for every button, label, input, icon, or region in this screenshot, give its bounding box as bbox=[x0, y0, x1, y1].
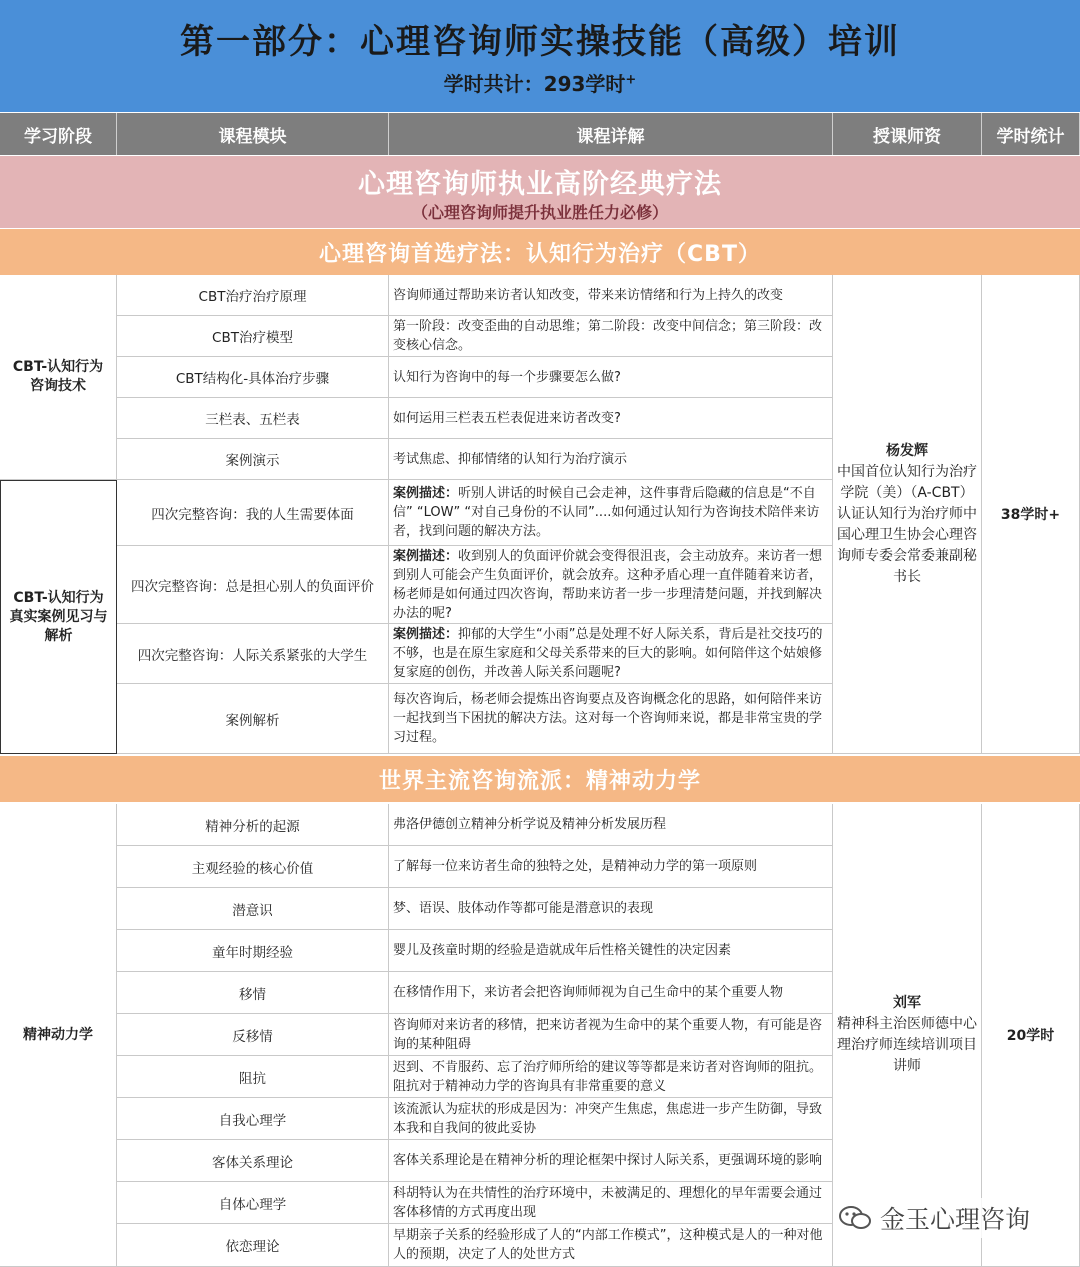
cbt-module-text: CBT治疗治疗原理 bbox=[198, 289, 307, 305]
cbt-detail-value: 咨询师通过帮助来访者认知改变，带来来访情绪和行为上持久的改变 bbox=[393, 287, 784, 303]
case-label: 案例描述： bbox=[393, 627, 459, 642]
cbt-module-text: CBT结构化-具体治疗步骤 bbox=[175, 371, 330, 387]
psy-module-text: 精神分析的起源 bbox=[205, 818, 300, 835]
cbt-module-cell bbox=[117, 398, 389, 439]
psy-teacher-name: 刘军 bbox=[893, 995, 921, 1011]
cbt-detail-value: 如何运用三栏表五栏表促进来访者改变? bbox=[393, 410, 621, 426]
psy-stage-label: 精神动力学 bbox=[23, 1026, 93, 1043]
psy-detail-cell bbox=[389, 846, 833, 888]
cbt-detail-value: 第一阶段：改变歪曲的自动思维；第二阶段：改变中间信念；第三阶段：改变核心信念。 bbox=[393, 319, 823, 353]
cbt-detail-text bbox=[393, 484, 828, 541]
psy-detail-value: 早期亲子关系的经验形成了人的“内部工作模式”，这种模式是人的一种对他人的预期，决定了人的处世方式 bbox=[393, 1228, 823, 1262]
psy-detail-value: 婴儿及孩童时期的经验是造就成年后性格关键性的决定因素 bbox=[393, 943, 732, 958]
psy-module-cell bbox=[117, 1098, 389, 1140]
cbt-hours-cell bbox=[982, 275, 1080, 754]
psy-module-text: 阻抗 bbox=[239, 1070, 266, 1087]
cbt-module-cell bbox=[117, 624, 389, 684]
section-main-title: 心理咨询师执业高阶经典疗法 bbox=[358, 169, 722, 200]
col-header-teacher: 授课师资 bbox=[833, 113, 982, 155]
psy-detail-cell bbox=[389, 1014, 833, 1056]
cbt-detail-text bbox=[393, 317, 828, 355]
cbt-module-text: 四次完整咨询：总是担心别人的负面评价 bbox=[131, 578, 374, 595]
psy-detail-cell bbox=[389, 972, 833, 1014]
psy-detail-text bbox=[393, 1058, 828, 1096]
psy-detail-value: 梦、语误、肢体动作等都可能是潜意识的表现 bbox=[393, 901, 654, 916]
psy-detail-text bbox=[393, 857, 757, 876]
psy-module-cell bbox=[117, 1224, 389, 1267]
psy-detail-value: 迟到、不肯服药、忘了治疗师所给的建议等等都是来访者对咨询师的阻抗。阻抗对于精神动力学的咨询具有非常重要的意义 bbox=[393, 1059, 823, 1094]
col-header-hours: 学时统计 bbox=[982, 113, 1080, 155]
cbt-module-cell bbox=[117, 480, 389, 546]
col-header-stage: 学习阶段 bbox=[0, 113, 117, 155]
cbt-module-cell bbox=[117, 316, 389, 357]
cbt-detail-text bbox=[393, 409, 621, 428]
cbt-detail-text bbox=[393, 690, 828, 747]
psy-detail-text bbox=[393, 1184, 828, 1222]
cbt-module-text: 三栏表、五栏表 bbox=[205, 412, 300, 428]
cbt-detail-text bbox=[393, 547, 828, 623]
psy-detail-text bbox=[393, 983, 783, 1002]
psy-detail-value: 了解每一位来访者生命的独特之处，是精神动力学的第一项原则 bbox=[393, 859, 758, 874]
case-label: 案例描述： bbox=[393, 548, 459, 564]
cbt-detail-text bbox=[393, 450, 627, 469]
psy-module-text: 童年时期经验 bbox=[212, 944, 293, 961]
total-hours-text: 学时共计：293学时 bbox=[443, 72, 626, 96]
cbt-detail-value: 每次咨询后，杨老师会提炼出咨询要点及咨询概念化的思路，如何陪伴来访一起找到当下困扰的解决方法。这对每一个咨询师来说，都是非常宝贵的学习过程。 bbox=[393, 692, 823, 745]
psy-module-text: 依恋理论 bbox=[225, 1239, 280, 1255]
cbt-detail-value: 认知行为咨询中的每一个步骤要怎么做? bbox=[393, 369, 621, 385]
cbt-module-cell bbox=[117, 275, 389, 316]
cbt-stage-label: CBT-认知行为 咨询技术 bbox=[12, 359, 104, 394]
cbt-module-cell bbox=[117, 546, 389, 624]
psy-module-cell bbox=[117, 888, 389, 930]
psy-detail-value: 该流派认为症状的形成是因为：冲突产生焦虑，焦虑进一步产生防御，导致本我和自我间的彼此妥协 bbox=[393, 1101, 823, 1136]
cbt-teacher-cell bbox=[833, 275, 982, 754]
psy-module-cell bbox=[117, 846, 389, 888]
psy-detail-cell bbox=[389, 1182, 833, 1224]
psy-detail-cell bbox=[389, 930, 833, 972]
psy-module-text: 潜意识 bbox=[232, 902, 273, 919]
psy-module-cell bbox=[117, 804, 389, 846]
cbt-detail-cell bbox=[389, 398, 833, 439]
psy-detail-cell bbox=[389, 1224, 833, 1267]
psy-module-cell bbox=[117, 1140, 389, 1182]
psy-module-cell bbox=[117, 1182, 389, 1224]
total-hours bbox=[0, 68, 1080, 97]
psy-detail-text bbox=[393, 1100, 828, 1138]
cbt-module-cell bbox=[117, 684, 389, 754]
cbt-module-text: 四次完整咨询：人际关系紧张的大学生 bbox=[137, 647, 368, 664]
cbt-detail-value: 收到别人的负面评价就会变得很沮丧，会主动放弃。来访者一想到别人可能会产生负面评价，就会放弃。这种矛盾心理一直伴随着来访者，杨老师是如何通过四次咨询，帮助来访者一步一步理清楚问题，并找到解决办法的呢? bbox=[393, 548, 823, 621]
cbt-detail-value: 听别人讲话的时候自己会走神，这件事背后隐藏的信息是“不自信” “LOW” “对自己身份的不认同”....如何通过认知行为咨询技术陪伴来访者，找到问题的解决方法。 bbox=[393, 486, 820, 539]
cbt-detail-value: 考试焦虑、抑郁情绪的认知行为治疗演示 bbox=[393, 451, 628, 467]
psy-teacher-desc: 精神科主治医师德中心理治疗师连续培训项目讲师 bbox=[837, 1016, 977, 1074]
cbt-detail-text bbox=[393, 625, 828, 682]
cbt-detail-text bbox=[393, 368, 621, 387]
page-header bbox=[0, 0, 1080, 112]
watermark-text: 金玉心理咨询 bbox=[880, 1205, 1031, 1234]
cbt-detail-text bbox=[393, 286, 783, 305]
psy-detail-value: 客体关系理论是在精神分析的理论框架中探讨人际关系，更强调环境的影响 bbox=[393, 1153, 823, 1168]
col-header-module: 课程模块 bbox=[117, 113, 389, 155]
psy-detail-cell bbox=[389, 1056, 833, 1098]
cbt-teacher-desc: 中国首位认知行为治疗学院（美）（A-CBT）认证认知行为治疗师中国心理卫生协会心理咨询师专委会常委兼副秘书长 bbox=[837, 463, 977, 585]
cbt-stage-cell bbox=[0, 480, 117, 754]
page-title: 第一部分：心理咨询师实操技能（高级）培训 bbox=[180, 22, 900, 62]
cbt-module-text: CBT治疗模型 bbox=[212, 330, 293, 346]
cbt-detail-cell bbox=[389, 357, 833, 398]
psy-module-cell bbox=[117, 930, 389, 972]
col-header-detail: 课程详解 bbox=[389, 113, 833, 155]
psy-detail-cell bbox=[389, 1098, 833, 1140]
cbt-module-text: 案例演示 bbox=[225, 453, 280, 469]
psy-detail-text bbox=[393, 1151, 822, 1170]
cbt-stage-cell bbox=[0, 275, 117, 480]
cbt-detail-cell bbox=[389, 624, 833, 684]
psy-detail-cell bbox=[389, 888, 833, 930]
section-main-banner bbox=[0, 156, 1080, 228]
cbt-band: 心理咨询首选疗法：认知行为治疗（CBT） bbox=[0, 229, 1080, 275]
psy-band: 世界主流咨询流派：精神动力学 bbox=[0, 756, 1080, 802]
psy-module-text: 自我心理学 bbox=[218, 1112, 287, 1129]
case-label: 案例描述： bbox=[393, 486, 459, 501]
cbt-detail-cell bbox=[389, 275, 833, 316]
psy-module-text: 反移情 bbox=[232, 1028, 273, 1045]
psy-module-text: 自体心理学 bbox=[218, 1196, 287, 1213]
psy-module-cell bbox=[117, 972, 389, 1014]
cbt-detail-value: 抑郁的大学生“小雨”总是处理不好人际关系，背后是社交技巧的不够，也是在原生家庭和父母关系带来的巨大的影响。如何陪伴这个姑娘修复家庭的创伤，并改善人际关系问题呢? bbox=[393, 627, 823, 680]
psy-detail-value: 科胡特认为在共情性的治疗环境中，未被满足的、理想化的早年需要会通过客体移情的方式再度出现 bbox=[393, 1185, 823, 1220]
cbt-module-cell bbox=[117, 439, 389, 480]
cbt-detail-cell bbox=[389, 546, 833, 624]
watermark bbox=[838, 1198, 1068, 1238]
psy-detail-cell bbox=[389, 1140, 833, 1182]
psy-detail-text bbox=[393, 1226, 828, 1264]
psy-detail-value: 在移情作用下，来访者会把咨询师师视为自己生命中的某个重要人物 bbox=[393, 985, 784, 1000]
wechat-icon bbox=[838, 1205, 872, 1231]
psy-module-cell bbox=[117, 1014, 389, 1056]
psy-module-text: 移情 bbox=[239, 986, 266, 1003]
psy-stage-cell bbox=[0, 804, 117, 1267]
cbt-module-text: 案例解析 bbox=[225, 712, 280, 729]
cbt-module-cell bbox=[117, 357, 389, 398]
cbt-teacher-name: 杨发辉 bbox=[886, 442, 928, 459]
cbt-detail-cell bbox=[389, 480, 833, 546]
psy-detail-text bbox=[393, 899, 653, 918]
psy-module-cell bbox=[117, 1056, 389, 1098]
psy-detail-cell bbox=[389, 804, 833, 846]
psy-detail-text bbox=[393, 1016, 828, 1054]
cbt-detail-cell bbox=[389, 316, 833, 357]
cbt-hours-value: 38学时+ bbox=[1000, 507, 1061, 523]
cbt-stage-label: CBT-认知行为 真实案例见习与解析 bbox=[9, 589, 108, 644]
cbt-detail-cell bbox=[389, 684, 833, 754]
section-main-subtitle: （心理咨询师提升执业胜任力必修） bbox=[411, 203, 668, 222]
cbt-module-text: 四次完整咨询：我的人生需要体面 bbox=[151, 506, 354, 523]
cbt-detail-cell bbox=[389, 439, 833, 480]
total-hours-plus: + bbox=[625, 72, 637, 88]
psy-detail-text bbox=[393, 941, 731, 960]
psy-detail-value: 弗洛伊德创立精神分析学说及精神分析发展历程 bbox=[393, 817, 667, 832]
psy-module-text: 主观经验的核心价值 bbox=[191, 860, 314, 877]
psy-detail-text bbox=[393, 815, 666, 834]
psy-hours-value: 20学时 bbox=[1006, 1028, 1055, 1044]
psy-detail-value: 咨询师对来访者的移情，把来访者视为生命中的某个重要人物，有可能是咨询的某种阻碍 bbox=[393, 1017, 823, 1052]
psy-module-text: 客体关系理论 bbox=[212, 1154, 293, 1171]
